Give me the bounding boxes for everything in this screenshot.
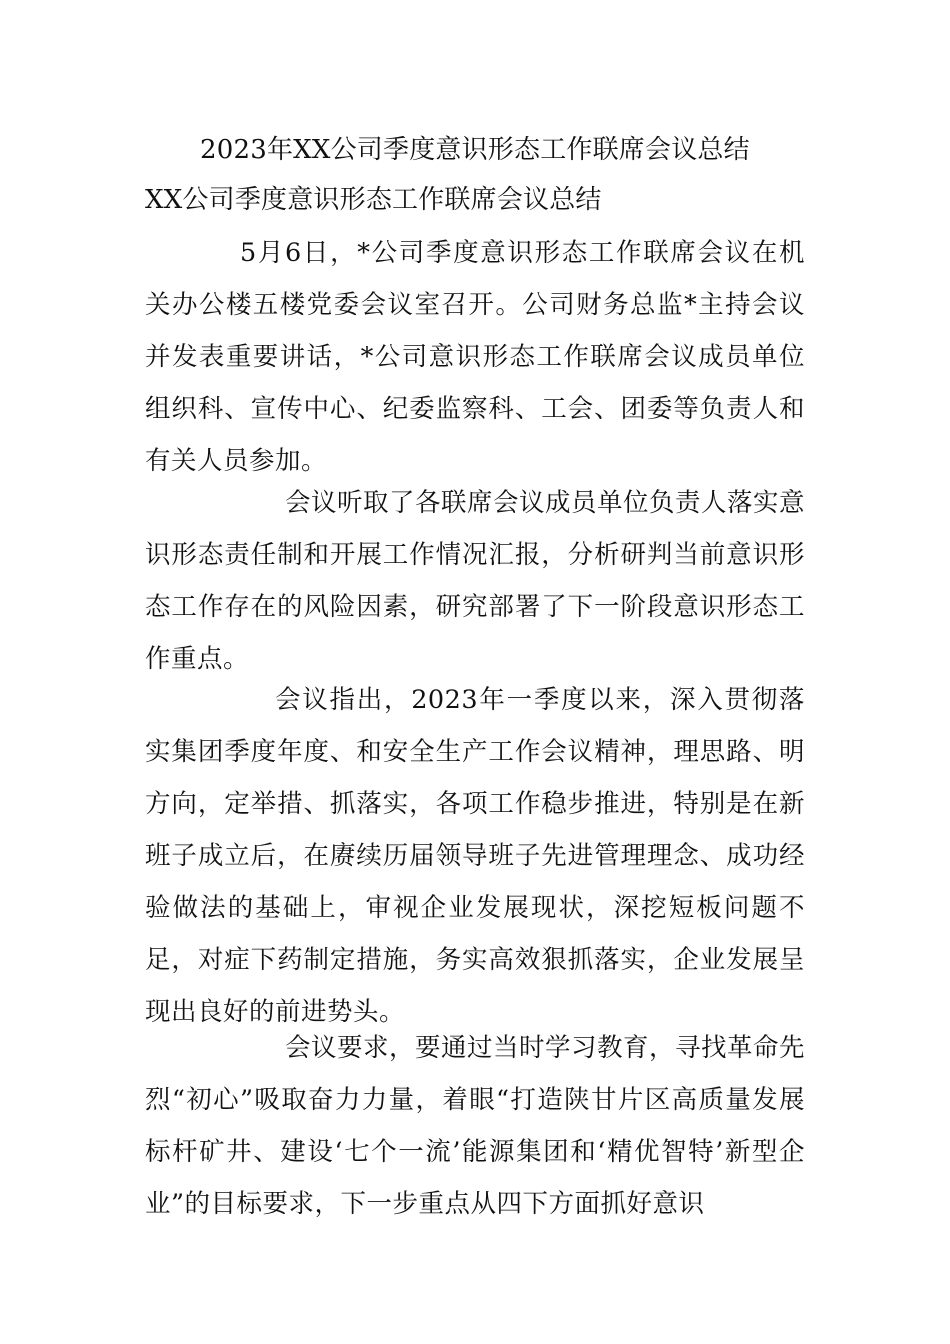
document-subtitle: XX公司季度意识形态工作联席会议总结 bbox=[145, 185, 602, 215]
paragraph-meeting-findings: 会议指出，2023年一季度以来，深入贯彻落实集团季度年度、和安全生产工作会议精神，理思路、明方向，定举措、抓落实，各项工作稳步推进，特别是在新班子成立后，在赓续历届领导班子先进管理理念、成功经验做法的基础上，审视企业发展现状，深挖短板问题不足，对症下药制定措施，务实高效狠抓落实，企业发展呈现出良好的前进势头。 bbox=[145, 685, 805, 1027]
paragraph-meeting-requirements: 会议要求，要通过当时学习教育，寻找革命先烈“初心”吸取奋力力量，着眼“打造陕甘片区高质量发展标杆矿井、建设‘七个一流’能源集团和‘精优智特’新型企业”的目标要求，下一步重点从四下方面抓好意识 bbox=[145, 1033, 806, 1219]
document-title: 2023年XX公司季度意识形态工作联席会议总结 bbox=[200, 135, 750, 165]
paragraph-meeting-agenda: 会议听取了各联席会议成员单位负责人落实意识形态责任制和开展工作情况汇报，分析研判当前意识形态工作存在的风险因素，研究部署了下一阶段意识形态工作重点。 bbox=[145, 488, 806, 674]
paragraph-meeting-info: 5月6日，*公司季度意识形态工作联席会议在机关办公楼五楼党委会议室召开。公司财务总监*主持会议并发表重要讲话，*公司意识形态工作联席会议成员单位组织科、宣传中心、纪委监察科、工会、团委等负责人和有关人员参加。 bbox=[145, 238, 805, 476]
